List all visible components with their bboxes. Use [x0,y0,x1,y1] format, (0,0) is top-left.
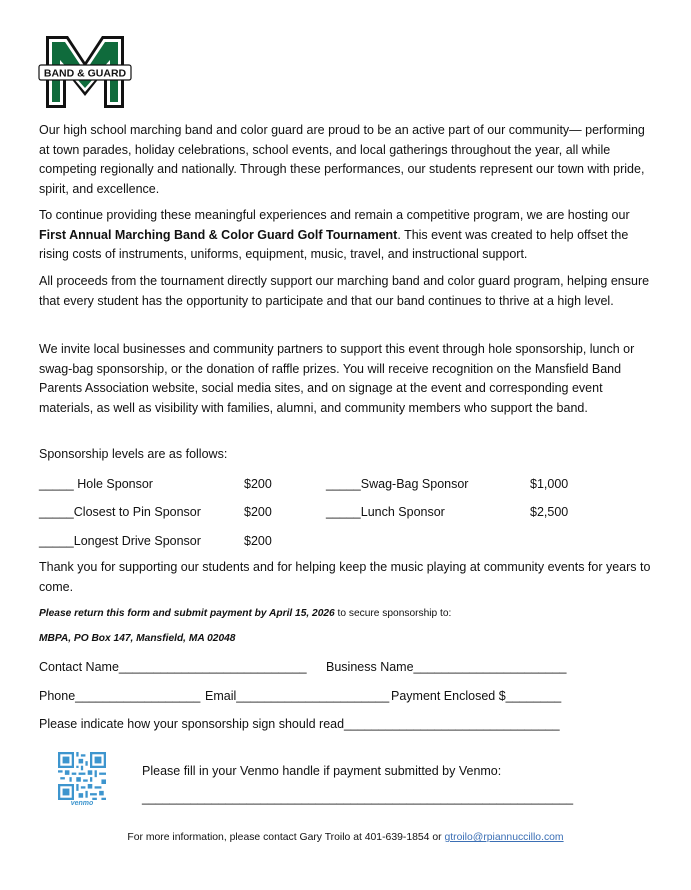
return-instructions [39,607,451,621]
sponsor-closest-pin-label: _____Closest to Pin Sponsor [39,505,201,519]
proceeds-paragraph: All proceeds from the tournament directly support our marching band and color guard program, helping ensure that every student has the opportunity to participate and that our band continues to thrive at a high level. [39,274,650,308]
sponsor-longest-drive-label: _____Longest Drive Sponsor [39,534,201,548]
sponsor-hole-label: _____ Hole Sponsor [39,477,153,491]
tournament-text-after: . This event was created to help offset the rising costs of instruments, uniforms, equipment, music, travel, and instructional support. [39,227,629,261]
sponsor-longest-drive-price: $200 [244,534,272,548]
payment-enclosed-field[interactable]: Payment Enclosed $________ [391,689,562,703]
tournament-paragraph [39,206,651,265]
tournament-text-before: To continue providing these meaningful experiences and remain a competitive program, we are hosting our [39,208,630,222]
thanks-paragraph: Thank you for supporting our students and for helping keep the music playing at community events for years to come. [39,560,651,594]
return-deadline: Please return this form and submit payment by April 15, 2026 [39,608,335,619]
return-rest: to secure sponsorship to: [334,608,452,619]
sponsor-closest-pin-price: $200 [244,505,272,519]
venmo-label: venmo [70,800,94,807]
sponsor-lunch-price: $2,500 [530,505,569,519]
footer [0,832,691,843]
sponsor-swagbag-price: $1,000 [530,477,569,491]
sign-text-field[interactable]: Please indicate how your sponsorship sign should read_______________________________ [39,717,560,731]
contact-name-field[interactable]: Contact Name___________________________ [39,660,307,674]
contact-email-link[interactable]: gtroilo@rpiannuccillo.com [444,832,564,843]
venmo-handle-field[interactable]: ______________________________________________________________ [142,791,574,805]
business-name-field[interactable]: Business Name______________________ [326,660,567,674]
intro-paragraph: Our high school marching band and color guard are proud to be an active part of our community— performing at town parades, holiday celebrations, school events, and local gatherings throughout the year, all while competing regionally and nationally. Through these performances, our students represent our town with pride, spirit, and excellence. [39,123,645,196]
invite-paragraph: We invite local businesses and community partners to support this event through hole sponsorship, lunch or swag-bag sponsorship, or the donation of raffle prizes. You will receive recognition on the Mansfield Band Parents Association website, social media sites, and on signage at the event and corresponding event materials, as well as visibility with families, alumni, and community members who support the band. [39,342,635,415]
venmo-prompt: Please fill in your Venmo handle if payment submitted by Venmo: [142,764,502,778]
sponsor-swagbag-label: _____Swag-Bag Sponsor [326,477,469,491]
phone-field[interactable]: Phone__________________ [39,689,201,703]
logo-text: BAND & GUARD [43,67,127,80]
sponsor-lunch-label: _____Lunch Sponsor [326,505,445,519]
band-and-guard-logo [38,34,132,110]
venmo-qr-code-icon [58,752,106,800]
levels-intro: Sponsorship levels are as follows: [39,447,228,461]
email-field[interactable]: Email______________________ [205,689,390,703]
sponsor-hole-price: $200 [244,477,272,491]
mailing-address: MBPA, PO Box 147, Mansfield, MA 02048 [39,633,236,644]
footer-text: For more information, please contact Gary Troilo at 401-639-1854 or [127,832,445,843]
tournament-name: First Annual Marching Band & Color Guard Golf Tournament [39,227,398,242]
